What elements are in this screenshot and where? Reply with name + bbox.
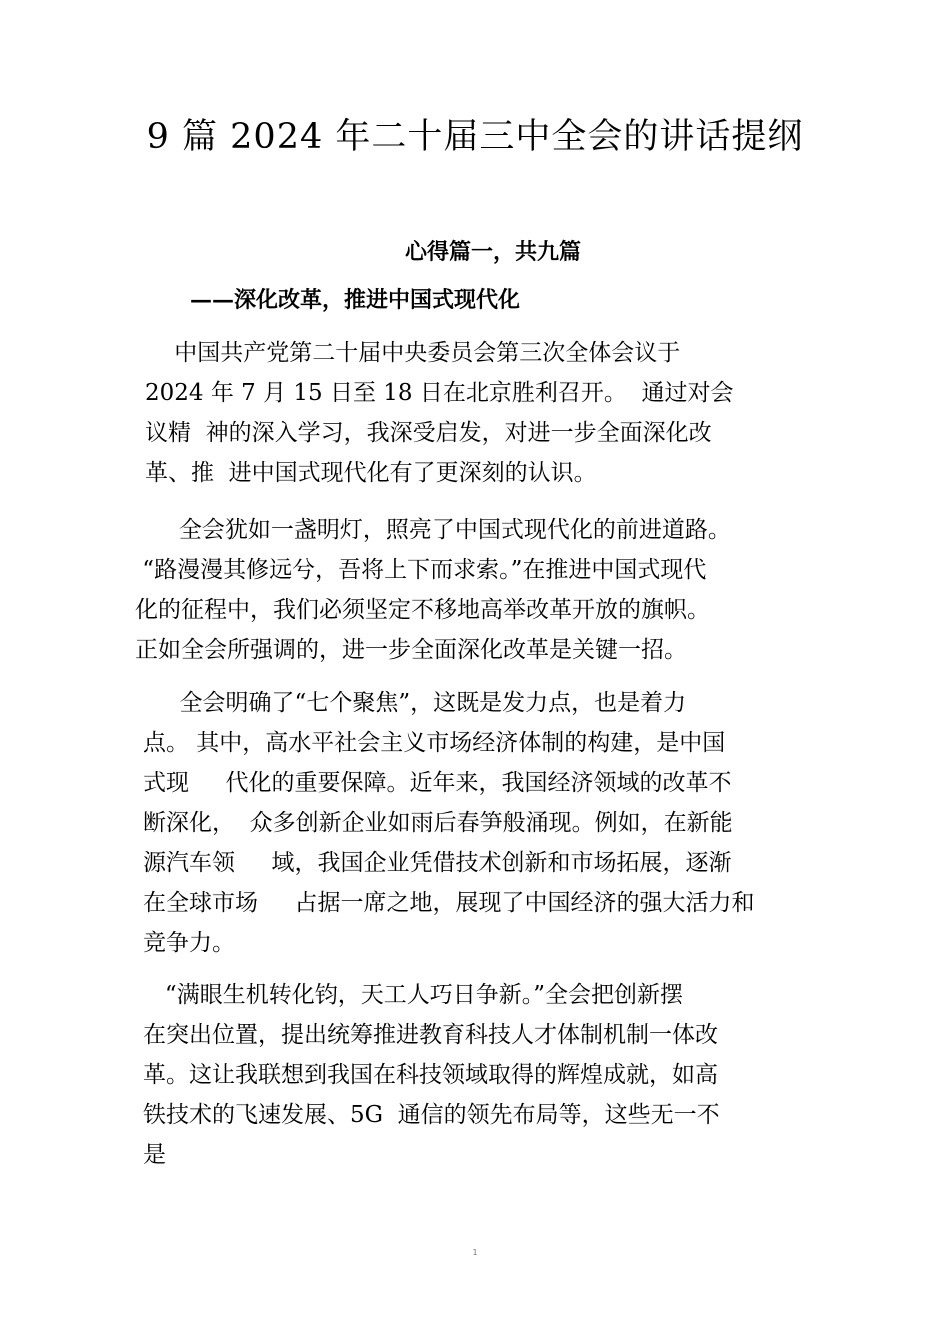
paragraph-line: 中国共产党第二十届中央委员会第三次全体会议于 xyxy=(145,340,681,366)
paragraph-line: “满眼生机转化钧，天工人巧日争新。”全会把创新摆 xyxy=(143,982,683,1008)
page-title: 9 篇 2024 年二十届三中全会的讲话提纲 xyxy=(146,117,804,157)
paragraph-line: 2024 年 7 月 15 日至 18 日在北京胜利召开。 通过对会 xyxy=(145,380,734,406)
section-subheading: ——深化改革，推进中国式现代化 xyxy=(190,287,521,313)
paragraph-2 xyxy=(135,510,731,670)
paragraph-3 xyxy=(143,683,755,963)
paragraph-1 xyxy=(145,333,734,493)
paragraph-line: 式现 代化的重要保障。近年来，我国经济领域的改革不 xyxy=(143,770,732,796)
paragraph-line: 全会犹如一盏明灯，照亮了中国式现代化的前进道路。 xyxy=(135,517,731,543)
paragraph-line: 革、推 进中国式现代化有了更深刻的认识。 xyxy=(145,460,597,486)
paragraph-line: 断深化， 众多创新企业如雨后春笋般涌现。例如，在新能 xyxy=(143,810,733,836)
paragraph-line: 在突出位置，提出统筹推进教育科技人才体制机制一体改 xyxy=(143,1022,718,1048)
paragraph-line: 革。这让我联想到我国在科技领域取得的辉煌成就，如高 xyxy=(143,1062,718,1088)
paragraph-line: 源汽车领 域，我国企业凭借技术创新和市场拓展，逐渐 xyxy=(143,850,732,876)
section-heading: 心得篇一，共九篇 xyxy=(405,239,582,265)
paragraph-line: 正如全会所强调的，进一步全面深化改革是关键一招。 xyxy=(135,637,687,663)
paragraph-line: 在全球市场 占据一席之地，展现了中国经济的强大活力和 xyxy=(143,890,755,916)
page-number: 1 xyxy=(472,1248,478,1257)
paragraph-line: 铁技术的飞速发展、5G 通信的领先布局等，这些无一不 xyxy=(143,1102,720,1128)
paragraph-line: 议精 神的深入学习，我深受启发，对进一步全面深化改 xyxy=(145,420,712,446)
paragraph-line: 是 xyxy=(143,1142,166,1168)
paragraph-line: 全会明确了“七个聚焦”，这既是发力点，也是着力 xyxy=(143,690,687,716)
paragraph-line: 竞争力。 xyxy=(143,930,235,956)
paragraph-line: 点。 其中，高水平社会主义市场经济体制的构建，是中国 xyxy=(143,730,726,756)
paragraph-line: “路漫漫其修远兮，吾将上下而求索。”在推进中国式现代 xyxy=(135,557,707,583)
paragraph-4 xyxy=(143,975,720,1175)
paragraph-line: 化的征程中，我们必须坚定不移地高举改革开放的旗帜。 xyxy=(135,597,710,623)
